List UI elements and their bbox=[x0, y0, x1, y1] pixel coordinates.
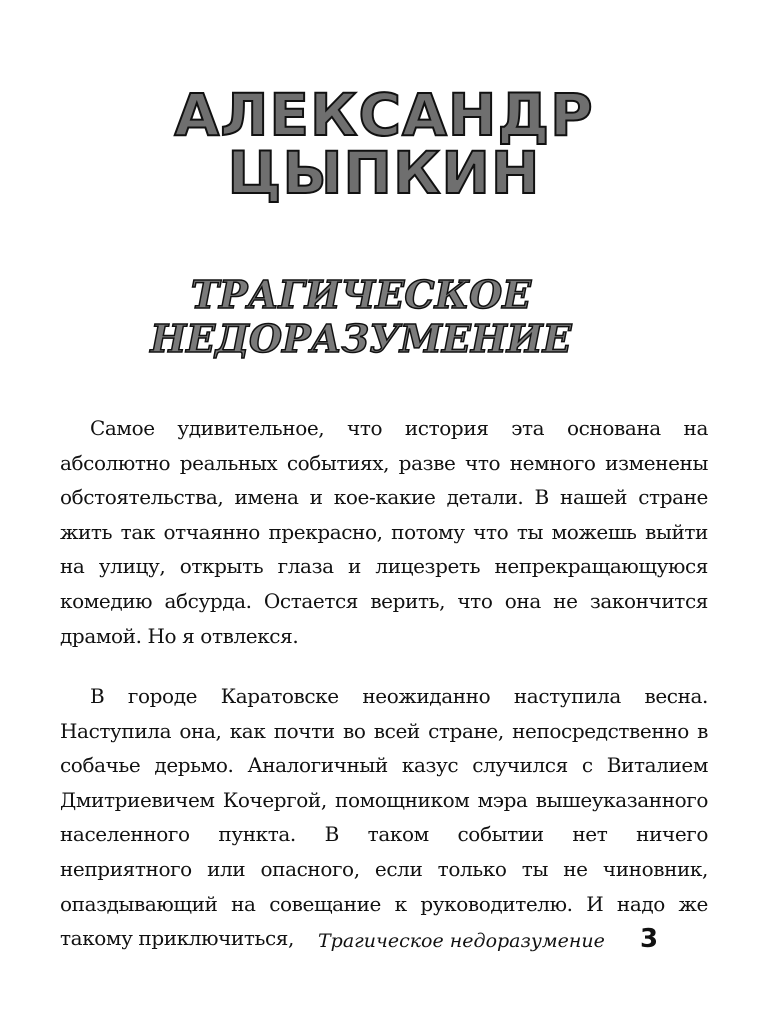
author-line-2: ЦЫПКИН bbox=[227, 139, 541, 207]
page-number: 3 bbox=[640, 924, 659, 954]
body-paragraph-2: В городе Каратовске неожиданно наступила весна. Наступила она, как почти во всей стране, непосредственно в собачье дерьмо. Аналогичный казус случился с Виталием Дмитриевичем Кочергой, помощником мэра вышеуказанного населенного пункта. В таком событии нет ничего неприятного или опасного, если только ты не чиновник, опаздывающий на совещание к руководителю. И надо же такому приключиться, bbox=[60, 684, 708, 951]
chapter-title-line-1: ТРАГИЧЕСКОЕ bbox=[190, 272, 532, 317]
chapter-title-line-2: НЕДОРАЗУМЕНИЕ bbox=[150, 316, 572, 361]
author-line-1: АЛЕКСАНДР bbox=[174, 81, 594, 149]
body-paragraph-1: Самое удивительное, что история эта основана на абсолютно реальных событиях, разве что немного изменены обстоятельства, имена и кое-какие детали. В нашей стране жить так отчаянно прекрасно, потому что ты можешь выйти на улицу, открыть глаза и лицезреть непрекращающуюся комедию абсурда. Остается верить, что она не закончится драмой. Но я отвлекся. bbox=[60, 416, 708, 648]
running-footer-title: Трагическое недоразумение bbox=[318, 930, 605, 952]
